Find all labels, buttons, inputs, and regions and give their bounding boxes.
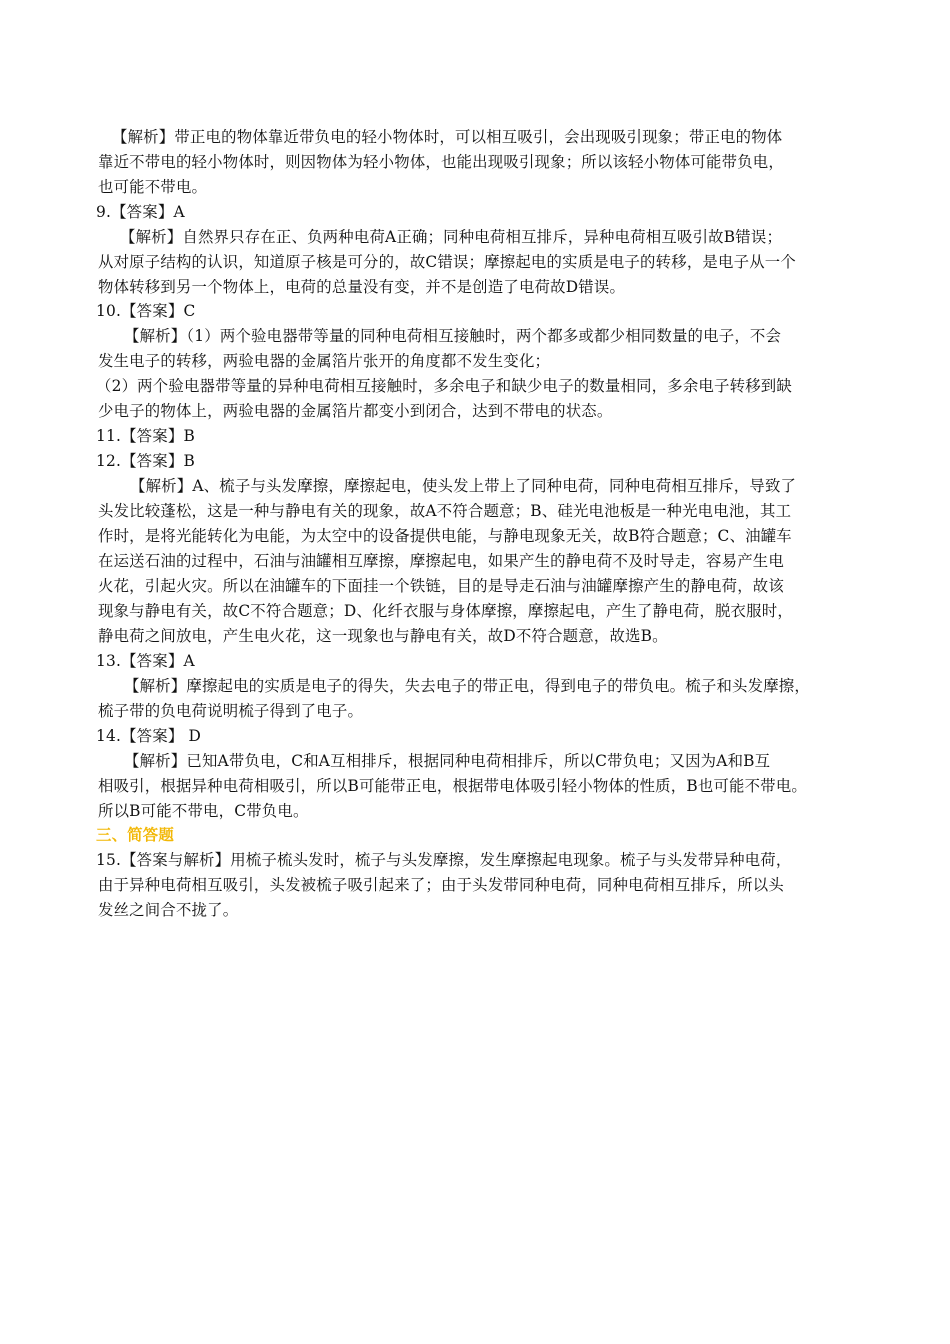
q15-line-2: 由于异种电荷相互吸引，头发被梳子吸引起来了；由于头发带同种电荷，同种电荷相互排斥，所以头 [98,876,784,894]
q15-line-3: 发丝之间合不拢了。 [98,901,239,919]
q12-answer: 12.【答案】B [96,452,195,470]
q13-analysis-line-1: 【解析】摩擦起电的实质是电子的得失，失去电子的带正电，得到电子的带负电。梳子和头发摩擦， [124,677,810,695]
q13-analysis-line-2: 梳子带的负电荷说明梳子得到了电子。 [98,702,364,720]
q10-analysis-line-3: （2）两个验电器带等量的异种电荷相互接触时，多余电子和缺少电子的数量相同，多余电子转移到缺 [96,377,792,395]
q10-analysis-line-1: 【解析】（1）两个验电器带等量的同种电荷相互接触时，两个都多或都少相同数量的电子，不会 [124,327,782,345]
q8-analysis-line-1: 【解析】带正电的物体靠近带负电的轻小物体时，可以相互吸引，会出现吸引现象；带正电的物体 [112,128,783,146]
q8-analysis-line-3: 也可能不带电。 [98,178,208,196]
q12-analysis-line-1: 【解析】A、梳子与头发摩擦，摩擦起电，使头发上带上了同种电荷，同种电荷相互排斥，导致了 [130,477,797,495]
q9-analysis-line-3: 物体转移到另一个物体上，电荷的总量没有变，并不是创造了电荷故D错误。 [98,278,626,296]
q12-analysis-line-6: 现象与静电有关，故C不符合题意；D、化纤衣服与身体摩擦，摩擦起电，产生了静电荷，脱衣服时， [98,602,793,620]
q13-answer: 13.【答案】A [96,652,195,670]
q15-line-1: 15.【答案与解析】用梳子梳头发时，梳子与头发摩擦，发生摩擦起电现象。梳子与头发带异种电荷， [96,851,792,869]
q12-analysis-line-5: 火花，引起火灾。所以在油罐车的下面挂一个铁链，目的是导走石油与油罐摩擦产生的静电荷，故该 [98,577,784,595]
q12-analysis-line-2: 头发比较蓬松，这是一种与静电有关的现象，故A不符合题意；B、硅光电池板是一种光电电池，其工 [98,502,792,520]
q10-answer: 10.【答案】C [96,302,196,320]
q9-analysis-line-2: 从对原子结构的认识，知道原子核是可分的，故C错误；摩擦起电的实质是电子的转移，是电子从一个 [98,253,796,271]
q14-analysis-line-1: 【解析】已知A带负电，C和A互相排斥，根据同种电荷相排斥，所以C带负电；又因为A和B互 [124,752,771,770]
q11-answer: 11.【答案】B [96,427,195,445]
q9-answer: 9.【答案】A [96,203,185,221]
q9-analysis-line-1: 【解析】自然界只存在正、负两种电荷A正确；同种电荷相互排斥，异种电荷相互吸引故B错误； [120,228,783,246]
q14-answer: 14.【答案】 D [96,727,202,745]
q12-analysis-line-4: 在运送石油的过程中，石油与油罐相互摩擦，摩擦起电，如果产生的静电荷不及时导走，容易产生电 [98,552,784,570]
q10-analysis-line-4: 少电子的物体上，两验电器的金属箔片都变小到闭合，达到不带电的状态。 [98,402,613,420]
q14-analysis-line-3: 所以B可能不带电，C带负电。 [98,802,309,820]
q10-analysis-line-2: 发生电子的转移，两验电器的金属箔片张开的角度都不发生变化； [98,352,551,370]
section-heading: 三、简答题 [96,826,174,844]
q14-analysis-line-2: 相吸引，根据异种电荷相吸引，所以B可能带正电，根据带电体吸引轻小物体的性质，B也可能不带电。 [98,777,808,795]
q8-analysis-line-2: 靠近不带电的轻小物体时，则因物体为轻小物体，也能出现吸引现象；所以该轻小物体可能带负电， [98,153,784,171]
q12-analysis-line-3: 作时，是将光能转化为电能，为太空中的设备提供电能，与静电现象无关，故B符合题意；C、油罐车 [98,527,792,545]
q12-analysis-line-7: 静电荷之间放电，产生电火花，这一现象也与静电有关，故D不符合题意，故选B。 [98,627,668,645]
